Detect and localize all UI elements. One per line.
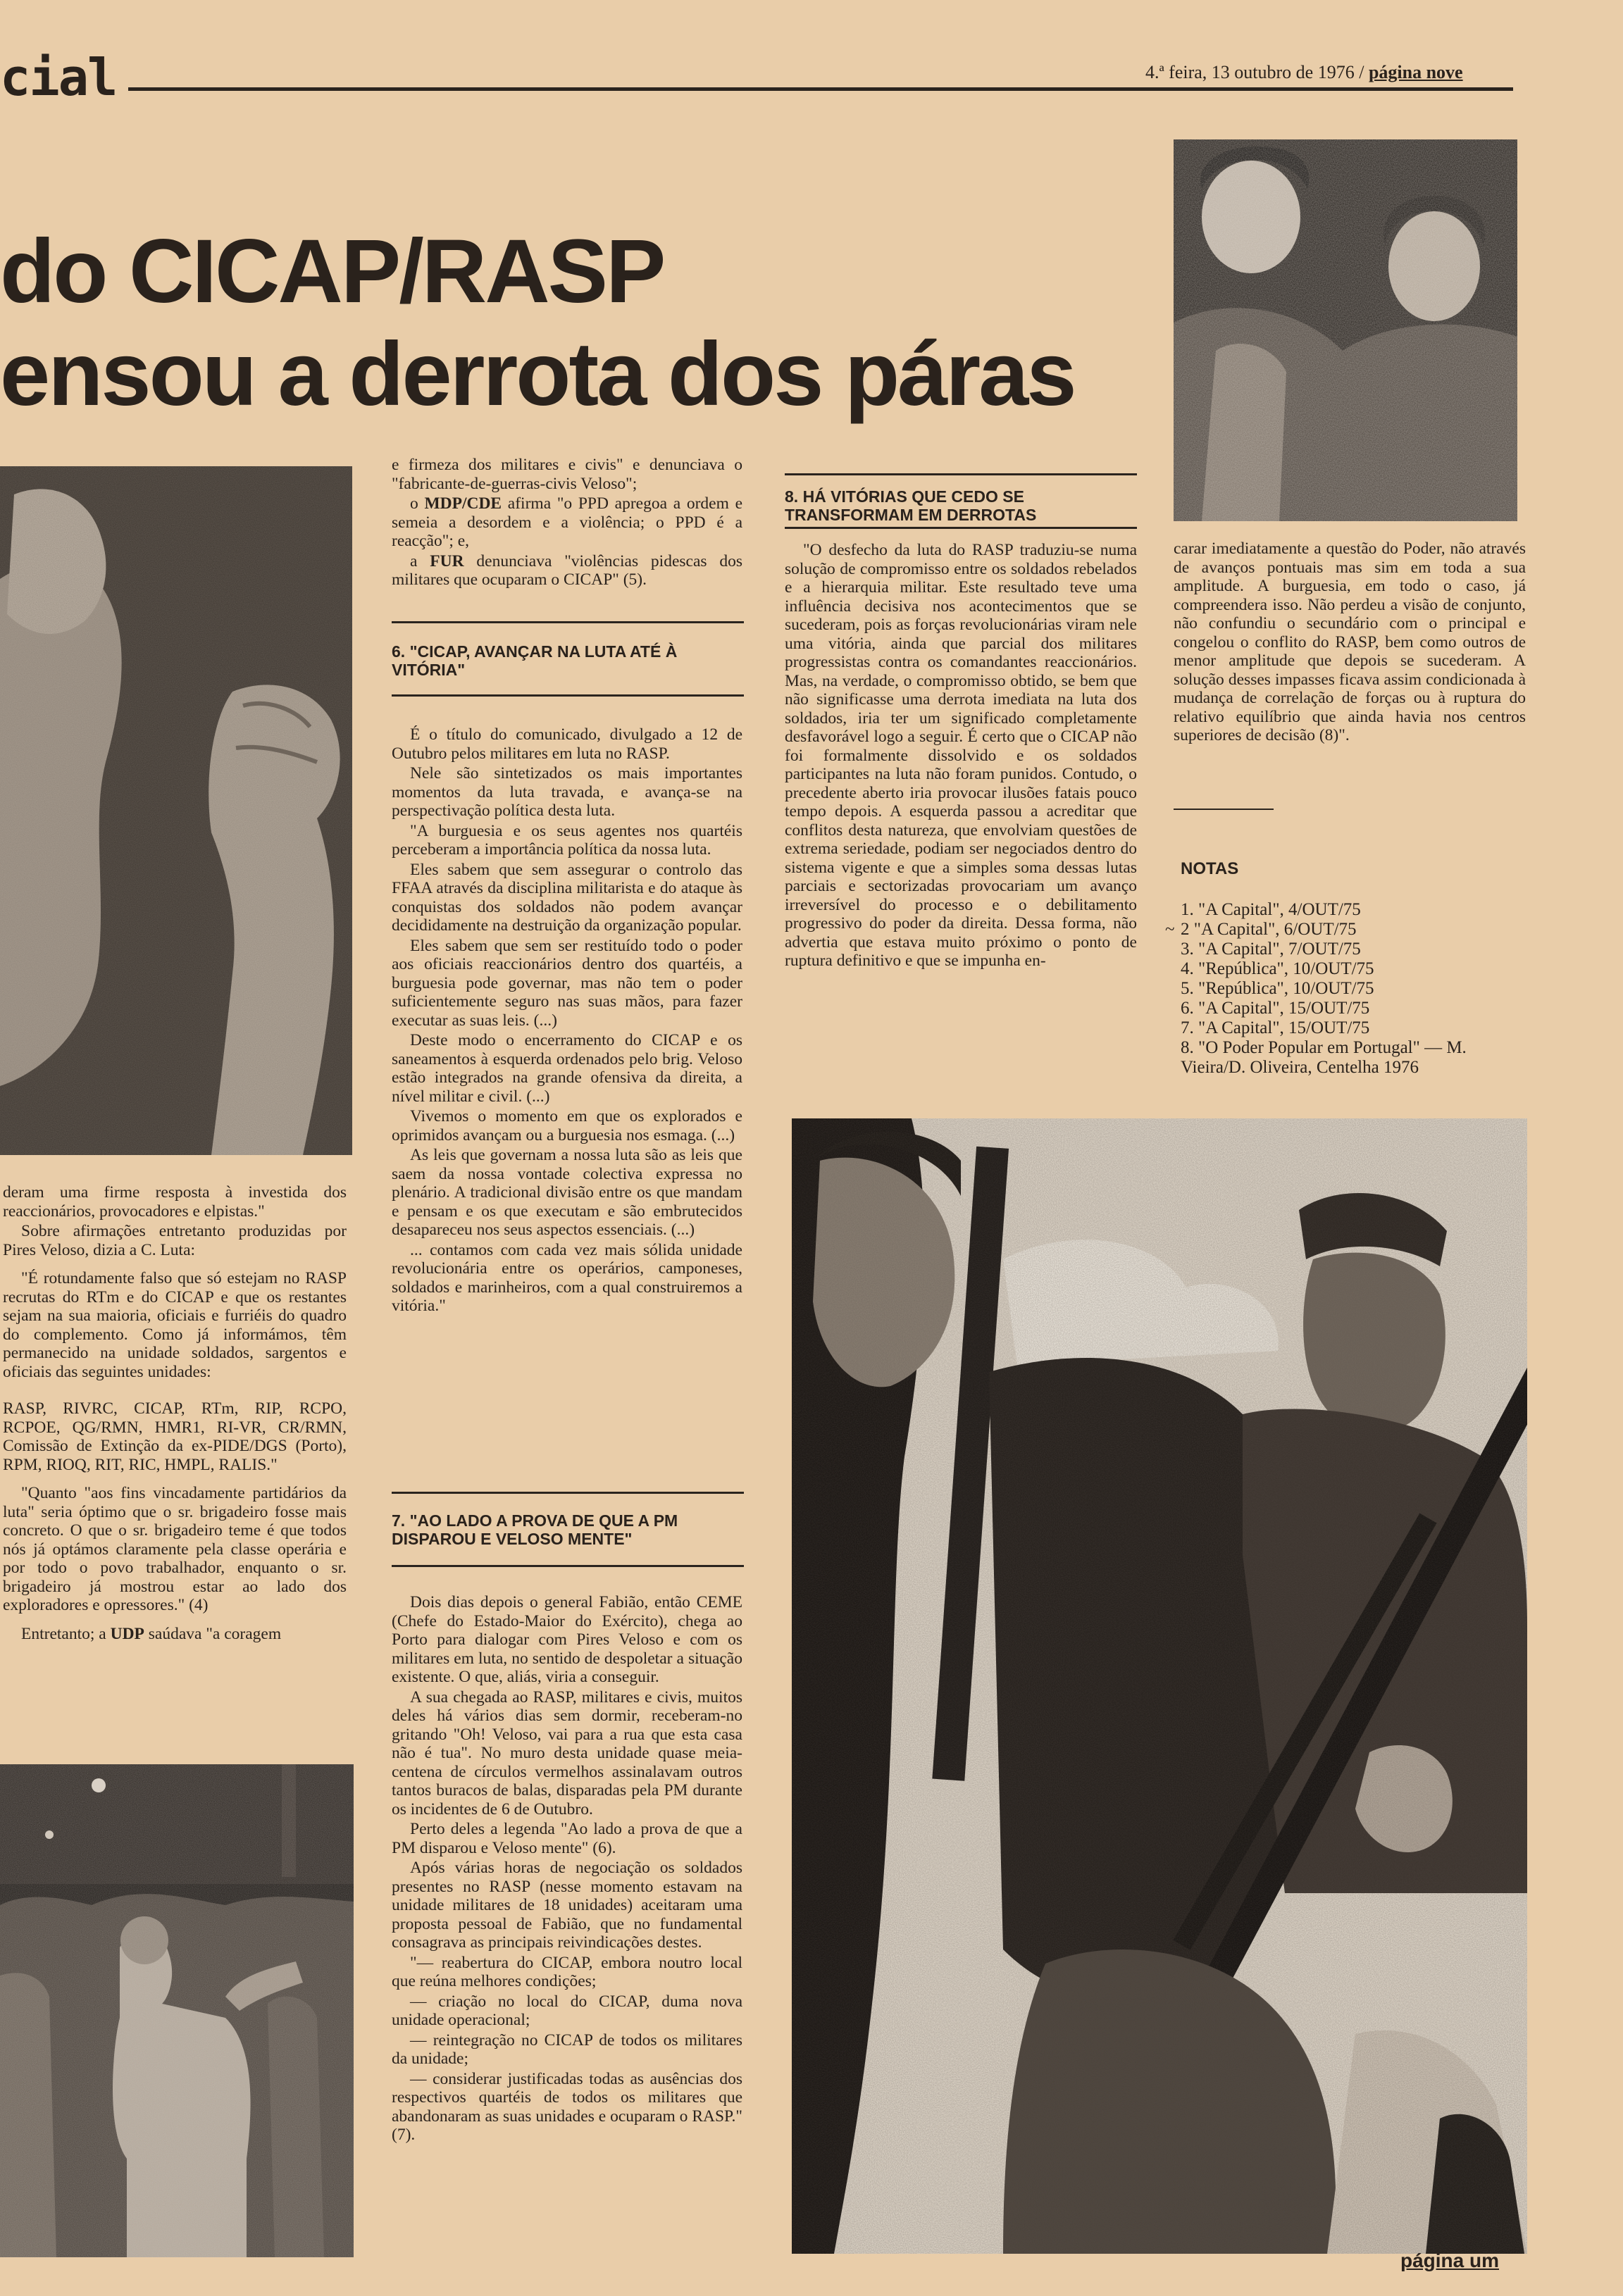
section-6-rule-top [392, 621, 744, 623]
paragraph: É o título do comunicado, divulgado a 12 de Outubro pelos militares em luta no RASP. [392, 725, 742, 763]
note-item: 7. "A Capital", 15/OUT/75 [1181, 1018, 1370, 1037]
section-6-heading: 6. "CICAP, AVANÇAR NA LUTA ATÉ À VITÓRIA" [392, 642, 678, 679]
text: afirma "o PPD apregoa a ordem e semeia a desordem e a violência; o PPD é a reacção"; e, [392, 494, 742, 550]
paragraph: Sobre afirmações entretanto produzidas por Pires Veloso, dizia a C. Luta: [3, 1222, 347, 1259]
note-text: 2 "A Capital", 6/OUT/75 [1181, 920, 1357, 939]
issue-date: 4.ª feira, 13 outubro de 1976 [1145, 62, 1355, 82]
text: denunciava "violências pidescas dos militares que ocuparam o CICAP" (5). [392, 551, 742, 589]
party-name: UDP [110, 1624, 144, 1643]
paragraph: — criação no local do CICAP, duma nova unidade operacional; [392, 1992, 742, 2029]
masthead-rule [128, 87, 1513, 91]
masthead-date-line [1145, 62, 1463, 83]
note-item: 1. "A Capital", 4/OUT/75 [1181, 900, 1361, 919]
two-women-illustration [1174, 139, 1517, 521]
paragraph: "É rotundamente falso que só estejam no RASP recrutas do RTm e do CICAP e que os restantes sejam na sua maioria, oficiais e furriéis do quadro do complemento. Como já informámos, têm permanecido na unidade soldados, sargentos e oficiais das seguintes unidades: [3, 1269, 347, 1381]
notes-title: NOTAS [1181, 859, 1239, 878]
note-item [1165, 920, 1526, 940]
paragraph: "Quanto "aos fins vincadamente partidários da luta" seria óptimo que o sr. brigadeiro fosse mais concreto. O que o sr. brigadeiro teme é que todos nós já optámos claramente pela classe operária e por todo o povo trabalhador, enquanto o sr. brigadeiro já mostrou estar ao lado dos exploradores e opressores." (4) [3, 1484, 347, 1614]
paragraph: — considerar justificadas todas as ausências dos respectivos quartéis de todos os militares que abandonaram as suas unidades e ocuparam o RASP." (7). [392, 2069, 742, 2144]
note-item: 4. "República", 10/OUT/75 [1181, 959, 1374, 978]
paragraph: "— reabertura do CICAP, embora noutro local que reúna melhores condições; [392, 1953, 742, 1990]
paragraph: Eles sabem que sem ser restituído todo o poder aos oficiais reaccionários dentro dos quartéis, a burguesia pode governar, mas não tem o poder suficientemente seguro nas suas mãos, para fazer executar as suas leis. (...) [392, 936, 742, 1030]
note-item: 5. "República", 10/OUT/75 [1181, 979, 1374, 998]
paragraph: A sua chegada ao RASP, militares e civis, muitos deles há vários dias sem dormir, receberam-no gritando "Oh! Veloso, vai para a rua que esta casa não é tua". No muro desta unidade quase meia-centena de círculos vermelhos assinalavam outros tantos buracos de balas, disparadas pela PM durante os incidentes de 6 de Outubro. [392, 1687, 742, 1818]
paragraph: deram uma firme resposta à investida dos reaccionários, provocadores e elpistas." [3, 1183, 347, 1221]
paragraph: "O desfecho da luta do RASP traduziu-se numa solução de compromisso entre os soldados rebelados e a hierarquia militar. Este resultado teve uma influência decisiva nos acontecimentos que se sucederam, pois as forças revolucionárias viram nele uma vitória, ainda que parcial dos militares progressistas contra os comandantes reaccionários. Mas, na verdade, o compromisso obtido, se bem que não significasse uma derrota imediata na luta dos soldados, iria ter um significado completamente desfavorável logo a seguir. É certo que o CICAP não foi formalmente dissolvido e os soldados participantes na luta não foram punidos. Contudo, o precedente aberto iria provocar ilusões fatais pouco tempo depois. A esquerda passou a acreditar que conflitos desta natureza, que envolviam questões de extrema seriedade, podiam ser negociados dentro do sistema vigente e que a simples soma dessas lutas parciais e sectorizadas provocariam um avanço irreversível do processo e o debilitamento progressivo do poder da direita. Dessa forma, não advertia que estava muito próximo o ponto de ruptura definitivo e que se impunha en- [785, 541, 1137, 970]
paragraph: Deste modo o encerramento do CICAP e os saneamentos à esquerda ordenados pelo brig. Veloso estão integrados na grande ofensiva da direita, a nível militar e civil. (...) [392, 1031, 742, 1106]
section-6-text [392, 725, 742, 1317]
paragraph: Após várias horas de negociação os soldados presentes no RASP (nesse momento estavam na unidade militares de 18 unidades) aceitaram uma proposta pessoal de Fabião, que no fundamental consagrava as principais reivindicações destes. [392, 1859, 742, 1952]
notes-separator [1174, 809, 1274, 810]
unit-list: RASP, RIVRC, CICAP, RTm, RIP, RCPO, RCPOE, QG/RMN, HMR1, RI-VR, CR/RMN, Comissão de Extinção da ex-PIDE/DGS (Porto), RPM, RIOQ, RIT, RIC, HMPL, RALIS." [3, 1399, 347, 1474]
headline-line-1: do CICAP/RASP [0, 221, 664, 322]
paragraph: e firmeza dos militares e civis" e denunciava o "fabricante-de-guerras-civis Veloso"; [392, 456, 742, 493]
paragraph: Nele são sintetizados os mais importantes momentos da luta travada, e avança-se na perspectivação política desta luta. [392, 764, 742, 820]
section-7-rule-top [392, 1492, 744, 1494]
photo-soldiers-rifles [792, 1118, 1527, 2254]
note-mark: ~ [1165, 920, 1175, 939]
crowd-illustration [0, 1764, 354, 2257]
note-item: 6. "A Capital", 15/OUT/75 [1181, 999, 1370, 1018]
section-8-heading: 8. HÁ VITÓRIAS QUE CEDO SE TRANSFORMAM EM DERROTAS [785, 487, 1037, 524]
photo-raised-fists [0, 466, 352, 1155]
party-name: MDP/CDE [424, 494, 502, 513]
column-4-text [1174, 539, 1526, 747]
party-name: FUR [430, 551, 464, 570]
paragraph: Vivemos o momento em que os explorados e oprimidos avançam ou a burguesia nos esmaga. (...) [392, 1107, 742, 1144]
paragraph: carar imediatamente a questão do Poder, não através de avanços pontuais mas sim em toda a sua amplitude. A burguesia, em todo o caso, já compreendera isso. Não perdeu a visão de conjunto, não confundiu o secundário com o principal e congelou o conflito do RASP, bem como outros de menor amplitude que depois se sucederam. A solução desses impasses ficava assim condicionada à mudança de correlação de forças ou à ruptura do relativo equilíbrio que ainda havia nos centros superiores de decisão (8)". [1174, 539, 1526, 744]
paragraph: ... contamos com cada vez mais sólida unidade revolucionária entre os operários, camponeses, soldados e marinheiros, com a qual construiremos a vitória." [392, 1240, 742, 1315]
section-title: cial [0, 48, 117, 107]
photo-two-women [1174, 139, 1517, 521]
paragraph: Dois dias depois o general Fabião, então CEME (Chefe do Estado-Maior do Exército), chega ao Porto para dialogar com Pires Veloso e com os militares em luta, no sentido de despoletar a situação existente. O que, aliás, viria a conseguir. [392, 1593, 742, 1686]
paragraph: Eles sabem que sem assegurar o controlo das FFAA através da disciplina militarista e do ataque às conquistas dos soldados não podem avançar decididamente na destruição da organização popular. [392, 860, 742, 935]
section-7-rule-bottom [392, 1565, 744, 1567]
text: Entretanto; a [21, 1624, 111, 1643]
note-item: 8. "O Poder Popular em Portugal" — M. Vieira/D. Oliveira, Centelha 1976 [1181, 1038, 1467, 1077]
paragraph [392, 552, 742, 589]
paragraph: Perto deles a legenda "Ao lado a prova de que a PM disparou e Veloso mente" (6). [392, 1820, 742, 1857]
section-8-text [785, 541, 1137, 972]
next-page-label: página um [1400, 2250, 1500, 2271]
column-1-text [3, 1183, 347, 1645]
separator: / [1359, 62, 1364, 82]
text: o [410, 494, 425, 513]
paragraph: As leis que governam a nossa luta são as leis que saem da nossa vontade colectiva expressa no plenário. A tradicional divisão entre os que mandam e pensam e os que executam e são embrutecidos desapareceu nos seus aspectos essenciais. (...) [392, 1146, 742, 1239]
page-number-label: página nove [1368, 62, 1463, 82]
paragraph [3, 1625, 347, 1644]
column-2-intro [392, 456, 742, 591]
headline-line-2: ensou a derrota dos páras [0, 324, 1075, 425]
paragraph [392, 494, 742, 551]
section-6-rule-bottom [392, 694, 744, 697]
paragraph: "A burguesia e os seus agentes nos quartéis perceberam a importância política da nossa luta. [392, 821, 742, 859]
paragraph: — reintegração no CICAP de todos os militares da unidade; [392, 2030, 742, 2068]
raised-fists-illustration [0, 466, 352, 1155]
text: a [410, 551, 430, 570]
note-item: 3. "A Capital", 7/OUT/75 [1181, 940, 1361, 959]
section-8-rule-top [785, 473, 1137, 475]
section-7-text [392, 1593, 742, 2146]
section-7-heading: 7. "AO LADO A PROVA DE QUE A PM DISPAROU E VELOSO MENTE" [392, 1511, 678, 1548]
photo-crowd-night [0, 1764, 354, 2257]
soldiers-illustration [792, 1118, 1527, 2254]
section-8-rule-bottom [785, 527, 1137, 529]
text: saúdava "a coragem [144, 1624, 282, 1643]
notes-list [1165, 900, 1526, 1078]
